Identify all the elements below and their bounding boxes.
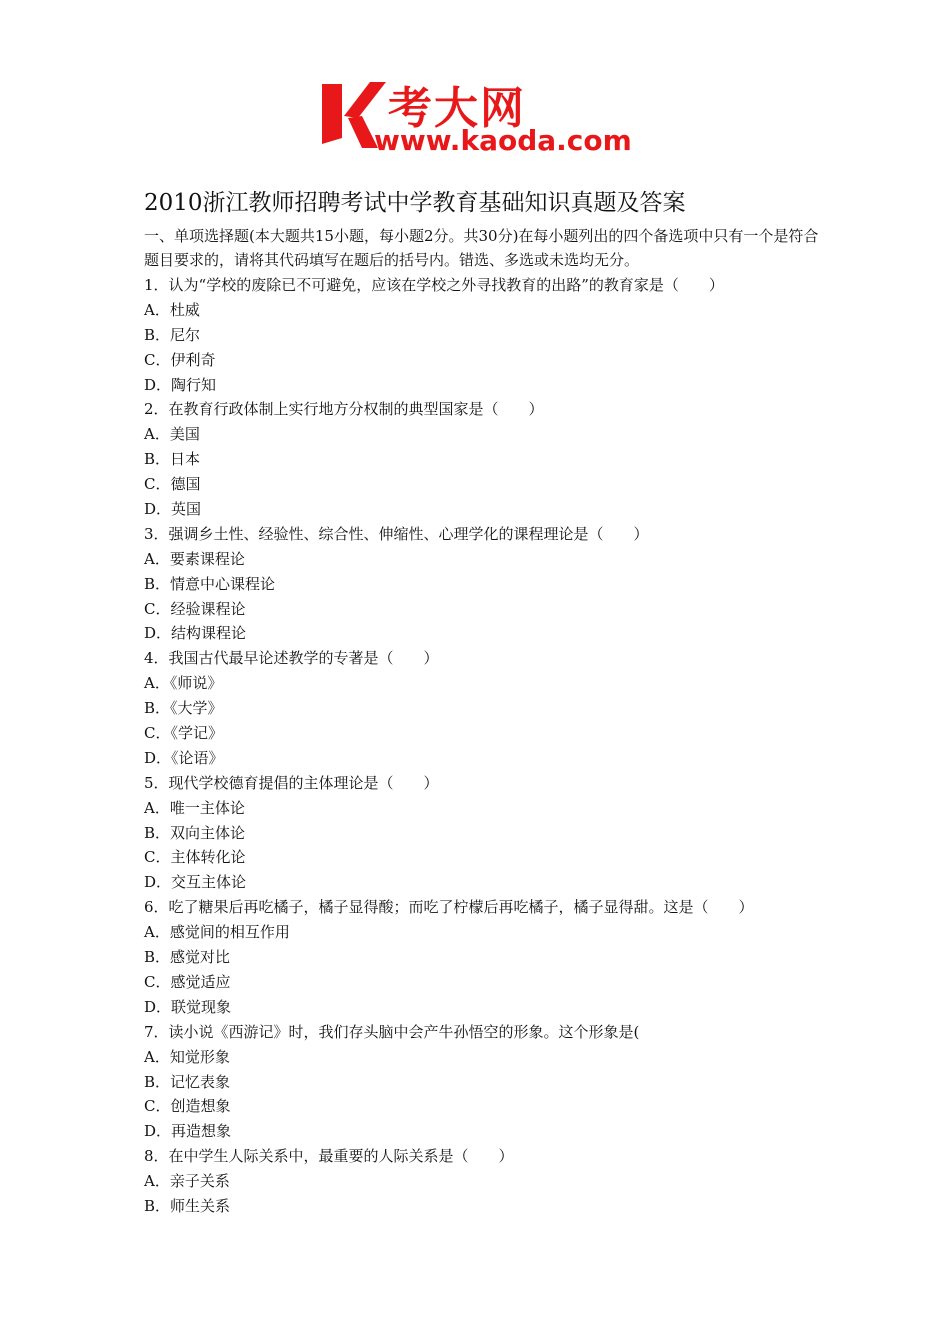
answer-option: A．知觉形象 [144, 1047, 230, 1066]
answer-option: B．双向主体论 [144, 823, 246, 842]
question-item: 1．认为“学校的废除已不可避免，应该在学校之外寻找教育的出路”的教育家是（ ） [144, 276, 724, 294]
question-item: 7．读小说《西游记》时，我们存头脑中会产牛孙悟空的形象。这个形象是( [144, 1022, 640, 1041]
answer-option: C．创造想象 [144, 1097, 231, 1116]
question-item: 8．在中学生人际关系中，最重要的人际关系是（ ） [144, 1147, 514, 1166]
answer-option: D．再造想象 [144, 1122, 232, 1141]
answer-option: A．要素课程论 [144, 549, 245, 568]
answer-option: D．陶行知 [144, 375, 217, 394]
answer-option: D．交互主体论 [144, 873, 247, 892]
answer-option: A．杜威 [144, 300, 200, 319]
answer-option: C．伊利奇 [144, 350, 216, 369]
answer-option: D．结构课程论 [144, 624, 247, 643]
question-content [144, 224, 824, 1219]
kaoda-logo [318, 78, 648, 160]
answer-option: B．记忆表象 [144, 1072, 231, 1091]
answer-option: A．美国 [144, 425, 200, 444]
question-item: 4．我国古代最早论述教学的专著是（ ） [144, 649, 439, 668]
question-item: 3．强调乡土性、经验性、综合性、伸缩性、心理学化的课程理论是（ ） [144, 524, 649, 543]
answer-option: B．尼尔 [144, 325, 201, 344]
answer-option: B．师生关系 [144, 1196, 231, 1215]
logo-chinese-text: 考大网 [388, 83, 526, 134]
section-intro: 一、单项选择题(本大题共15小题，每小题2分。共30分)在每小题列出的四个备选项中只有一个是符合题目要求的，请将其代码填写在题后的括号内。错选、多选或未选均无分。 [144, 227, 819, 269]
question-item: 6．吃了糖果后再吃橘子，橘子显得酸；而吃了柠檬后再吃橘子，橘子显得甜。这是（ ） [144, 898, 754, 917]
answer-option: C．德国 [144, 475, 201, 494]
answer-option: B．情意中心课程论 [144, 574, 276, 593]
question-item: 5．现代学校德育提倡的主体理论是（ ） [144, 773, 439, 792]
answer-option: C．感觉适应 [144, 972, 231, 991]
answer-option: B．《大学》 [144, 699, 223, 718]
page-title: 2010浙江教师招聘考试中学教育基础知识真题及答案 [144, 190, 686, 216]
answer-option: A．亲子关系 [144, 1172, 230, 1191]
question-list [144, 273, 824, 1219]
answer-option: A．《师说》 [144, 674, 223, 693]
answer-option: D．《论语》 [144, 748, 224, 767]
answer-option: D．联觉现象 [144, 997, 232, 1016]
logo-url-text: www.kaoda.com [374, 124, 632, 157]
answer-option: A．唯一主体论 [144, 798, 245, 817]
answer-option: D．英国 [144, 500, 202, 519]
answer-option: B．感觉对比 [144, 948, 231, 967]
question-item: 2．在教育行政体制上实行地方分权制的典型国家是（ ） [144, 400, 544, 419]
answer-option: C．经验课程论 [144, 599, 246, 618]
answer-option: B．日本 [144, 450, 201, 469]
answer-option: A．感觉间的相互作用 [144, 923, 290, 942]
answer-option: C．《学记》 [144, 724, 223, 743]
answer-option: C．主体转化论 [144, 848, 246, 867]
